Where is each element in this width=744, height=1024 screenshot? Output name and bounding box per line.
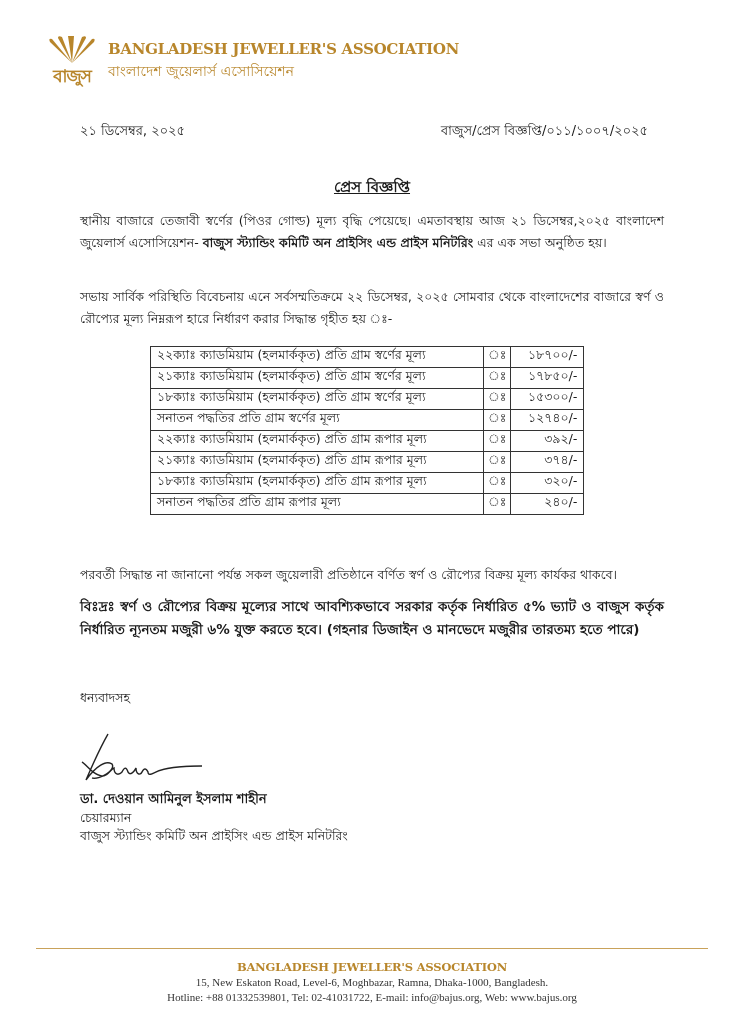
intro-text: স্থানীয় বাজারে তেজাবী স্বর্ণের (পিওর গোল্ড) মূল্য বৃদ্ধি পেয়েছে। এমতাবস্থায় আজ ২১ ডিসেম্বর,২০২৫ বাংলাদেশ জুয়েলার্স এসোসিয়েশন- <box>80 213 664 250</box>
price-item: সনাতন পদ্ধতির প্রতি গ্রাম স্বর্ণের মূল্য <box>151 410 484 431</box>
table-row <box>151 473 584 494</box>
price-table <box>150 346 584 515</box>
table-row <box>151 389 584 410</box>
logo-script: বাজুস <box>53 67 91 87</box>
price-separator: ঃ <box>484 431 511 452</box>
committee-name: বাজুস স্ট্যান্ডিং কমিটি অন প্রাইসিং এন্ড প্রাইস মনিটরিং <box>202 235 474 250</box>
price-item: ২১ক্যাঃ ক্যাডমিয়াম (হলমার্ককৃত) প্রতি গ্রাম রূপার মূল্য <box>151 452 484 473</box>
price-value: ১৭৮৫০/- <box>511 368 584 389</box>
paragraph-effective: পরবর্তী সিদ্ধান্ত না জানানো পর্যন্ত সকল জুয়েলারী প্রতিষ্ঠানে বর্ণিত স্বর্ণ ও রৌপ্যের বিক্রয় মূল্য কার্যকর থাকবে। <box>80 567 618 582</box>
signatory-name: ডা. দেওয়ান আমিনুল ইসলাম শাহীন <box>80 792 267 807</box>
price-separator: ঃ <box>484 452 511 473</box>
table-row <box>151 368 584 389</box>
price-item: ১৮ক্যাঃ ক্যাডমিয়াম (হলমার্ককৃত) প্রতি গ্রাম স্বর্ণের মূল্য <box>151 389 484 410</box>
reference-number: বাজুস/প্রেস বিজ্ঞপ্তি/০১১/১০০৭/২০২৫ <box>440 124 648 139</box>
price-value: ৩৭৪/- <box>511 452 584 473</box>
footer-address: 15, New Eskaton Road, Level-6, Moghbazar, Ramna, Dhaka-1000, Bangladesh. <box>195 977 549 989</box>
table-row <box>151 452 584 473</box>
table-row <box>151 410 584 431</box>
footer-divider <box>36 948 708 949</box>
price-item: ২১ক্যাঃ ক্যাডমিয়াম (হলমার্ককৃত) প্রতি গ্রাম স্বর্ণের মূল্য <box>151 368 484 389</box>
signatory-committee: বাজুস স্ট্যান্ডিং কমিটি অন প্রাইসিং এন্ড প্রাইস মনিটরিং <box>80 828 348 843</box>
document-title: প্রেস বিজ্ঞপ্তি <box>333 178 411 196</box>
price-item: ২২ক্যাঃ ক্যাডমিয়াম (হলমার্ককৃত) প্রতি গ্রাম রূপার মূল্য <box>151 431 484 452</box>
price-value: ৩৯২/- <box>511 431 584 452</box>
paragraph-note: বিঃদ্রঃ স্বর্ণ ও রৌপ্যের বিক্রয় মূল্যের সাথে আবশ্যিকভাবে সরকার কর্তৃক নির্ধারিত ৫% ভ্যাট ও বাজুস কর্তৃক নির্ধারিত ন্যূনতম মজুরী ৬% যুক্ত করতে হবে। (গহনার ডিজাইন ও মানভেদে মজুরীর তারতম্য হতে পারে) <box>80 599 664 638</box>
price-item: ১৮ক্যাঃ ক্যাডমিয়াম (হলমার্ককৃত) প্রতি গ্রাম রূপার মূল্য <box>151 473 484 494</box>
fan-emblem-icon <box>46 36 98 64</box>
table-row <box>151 431 584 452</box>
signature-icon <box>78 730 228 788</box>
footer-contact: Hotline: +88 01332539801, Tel: 02-41031722, E-mail: info@bajus.org, Web: www.bajus.org <box>167 992 577 1004</box>
signatory-title: চেয়ারম্যান <box>80 810 132 825</box>
intro-text-end: এর এক সভা অনুষ্ঠিত হয়। <box>473 235 607 250</box>
price-value: ২৪০/- <box>511 494 584 515</box>
price-value: ১২৭৪০/- <box>511 410 584 431</box>
price-value: ১৫৩০০/- <box>511 389 584 410</box>
paragraph-intro <box>80 210 664 254</box>
price-separator: ঃ <box>484 347 511 368</box>
price-value: ৩২০/- <box>511 473 584 494</box>
price-separator: ঃ <box>484 410 511 431</box>
price-value: ১৮৭০০/- <box>511 347 584 368</box>
org-name-english: BANGLADESH JEWELLER'S ASSOCIATION <box>108 40 460 58</box>
bajus-logo <box>44 36 100 88</box>
org-name-bangla: বাংলাদেশ জুয়েলার্স এসোসিয়েশন <box>108 64 295 80</box>
table-row <box>151 347 584 368</box>
footer-org-name: BANGLADESH JEWELLER'S ASSOCIATION <box>236 960 508 974</box>
paragraph-decision: সভায় সার্বিক পরিস্থিতি বিবেচনায় এনে সর্বসম্মতিক্রমে ২২ ডিসেম্বর, ২০২৫ সোমবার থেকে বাংলাদেশের বাজারে স্বর্ণ ও রৌপ্যের মূল্য নিম্নরূপ হারে নির্ধারণ করার সিদ্ধান্ত গৃহীত হয় ঃ- <box>80 289 664 326</box>
price-item: সনাতন পদ্ধতির প্রতি গ্রাম রূপার মূল্য <box>151 494 484 515</box>
price-separator: ঃ <box>484 494 511 515</box>
price-item: ২২ক্যাঃ ক্যাডমিয়াম (হলমার্ককৃত) প্রতি গ্রাম স্বর্ণের মূল্য <box>151 347 484 368</box>
letterhead <box>44 36 459 88</box>
price-separator: ঃ <box>484 473 511 494</box>
price-separator: ঃ <box>484 389 511 410</box>
thanks-text: ধন্যবাদসহ <box>80 690 131 705</box>
release-date: ২১ ডিসেম্বর, ২০২৫ <box>80 124 185 139</box>
table-row <box>151 494 584 515</box>
price-separator: ঃ <box>484 368 511 389</box>
